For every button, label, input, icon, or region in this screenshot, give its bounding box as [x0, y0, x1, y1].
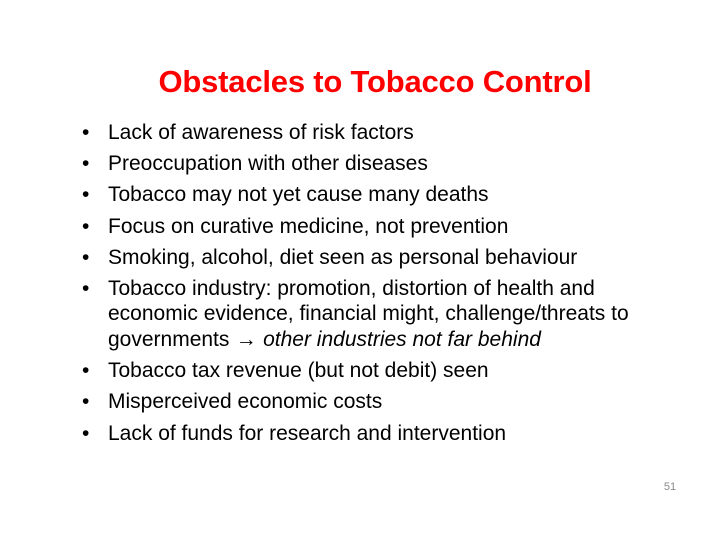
bullet-icon: •	[82, 183, 90, 207]
bullet-text: Preoccupation with other diseases	[108, 152, 428, 176]
bullet-icon: •	[82, 214, 90, 238]
bullet-text: Tobacco tax revenue (but not debit) seen	[108, 359, 489, 383]
bullet-icon: •	[82, 421, 90, 445]
list-item	[82, 182, 682, 208]
list-item	[82, 245, 682, 271]
list-item	[82, 120, 682, 146]
list-item	[82, 421, 682, 447]
list-item	[82, 389, 682, 415]
list-item	[82, 151, 682, 177]
emphasis-text: other industries not far behind	[263, 327, 541, 351]
list-item	[82, 276, 682, 353]
bullet-list	[82, 120, 682, 452]
list-item	[82, 358, 682, 384]
arrow-right-icon: →	[235, 327, 257, 351]
list-item	[82, 214, 682, 240]
bullet-text: Tobacco industry: promotion, distortion of health and economic evidence, financial might, challenge/threats to governments	[108, 276, 629, 351]
bullet-icon: •	[82, 390, 90, 414]
bullet-icon: •	[82, 359, 90, 383]
slide-title: Obstacles to Tobacco Control	[158, 64, 592, 99]
bullet-text: Lack of funds for research and intervention	[108, 421, 507, 445]
bullet-icon: •	[82, 276, 90, 300]
bullet-text: Smoking, alcohol, diet seen as personal behaviour	[108, 245, 578, 269]
bullet-icon: •	[82, 152, 90, 176]
bullet-text: Tobacco may not yet cause many deaths	[108, 183, 489, 207]
bullet-text: Focus on curative medicine, not prevention	[108, 214, 509, 238]
bullet-text: Misperceived economic costs	[108, 390, 383, 414]
bullet-icon: •	[82, 121, 90, 144]
bullet-text: Lack of awareness of risk factors	[108, 121, 414, 144]
page-number: 51	[663, 481, 677, 493]
bullet-icon: •	[82, 245, 90, 269]
